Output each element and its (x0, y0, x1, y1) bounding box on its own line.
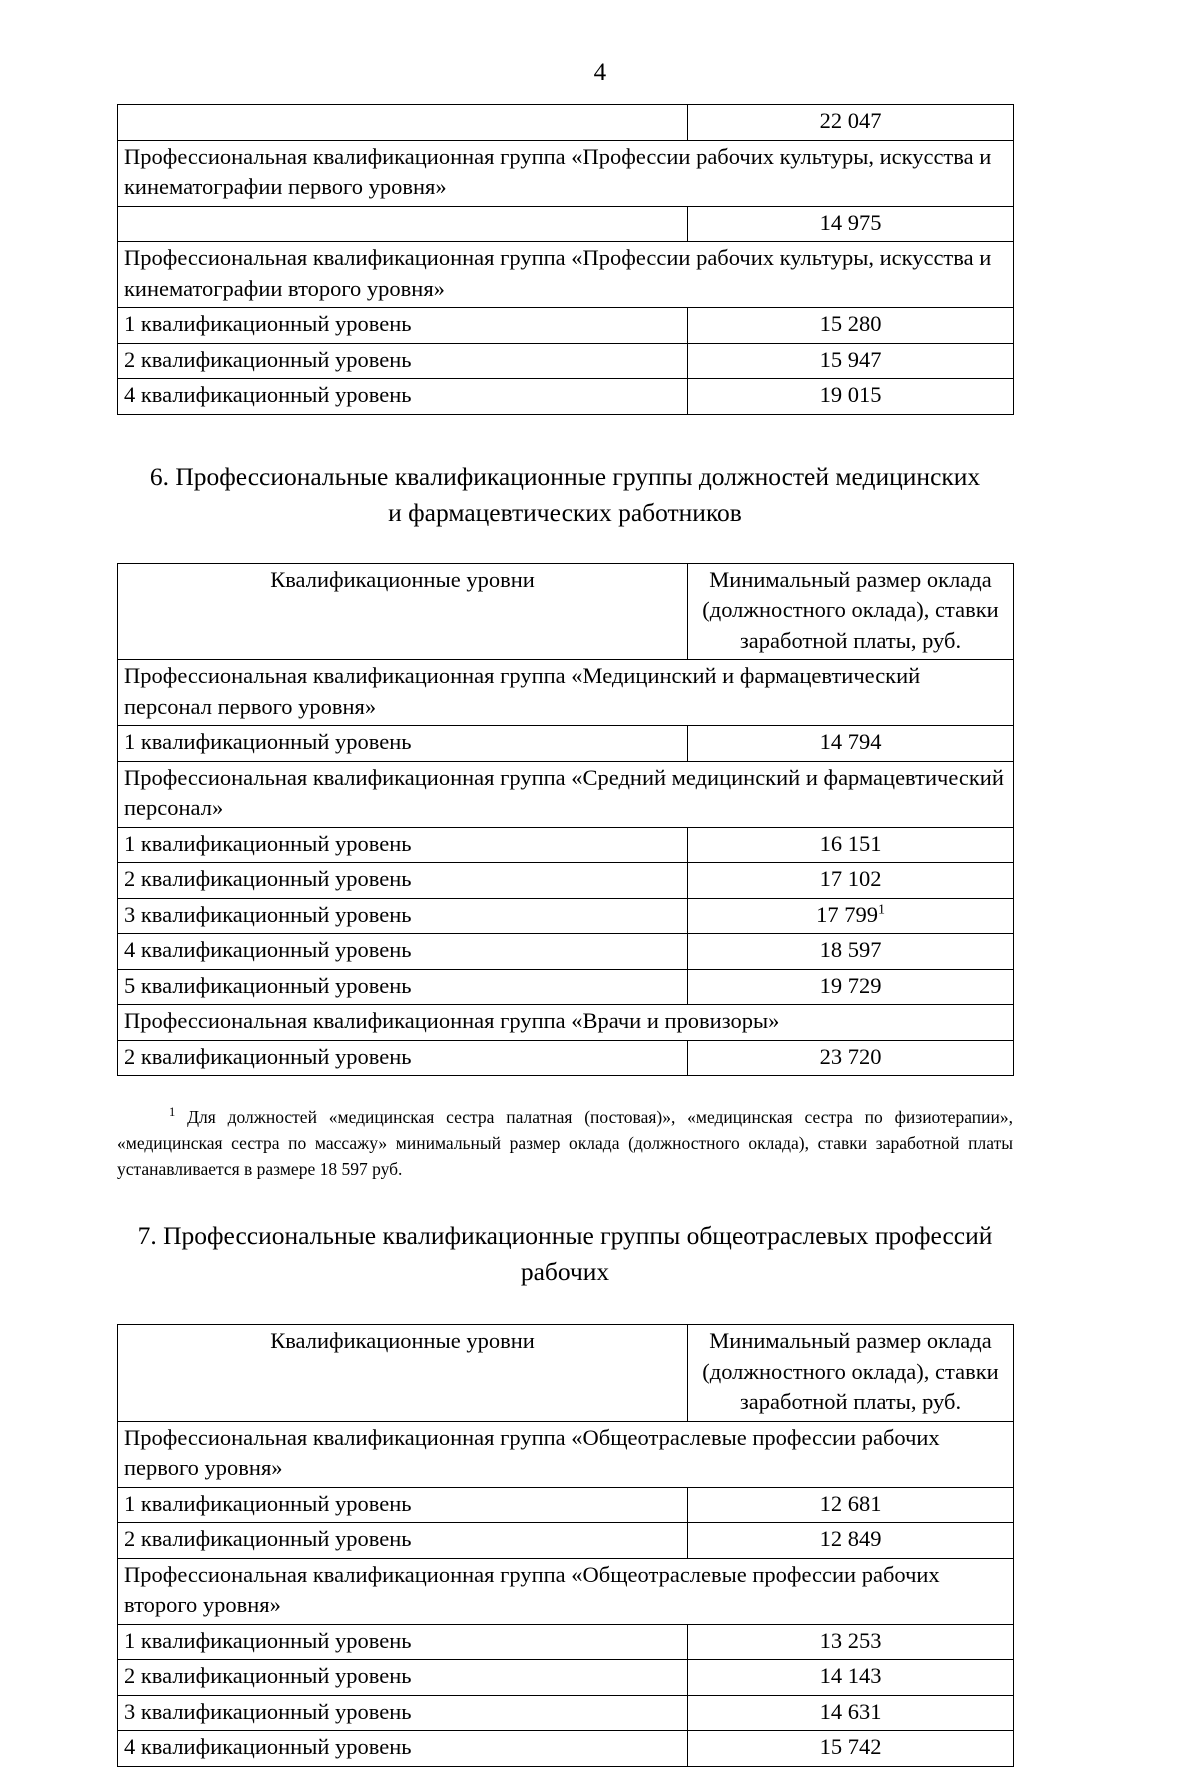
spacer (117, 415, 1013, 459)
section-6-heading-line-2: и фармацевтических работников (388, 497, 742, 527)
table-group-row (118, 761, 1014, 827)
table-header-row (118, 1325, 1014, 1422)
amount-value-with-footnote (688, 898, 1014, 934)
level-label: 5 квалификационный уровень (118, 969, 688, 1005)
table-row (118, 898, 1014, 934)
level-label: 1 квалификационный уровень (118, 827, 688, 863)
group-label: Профессиональная квалификационная группа «Общеотраслевые профессии рабочих первого уровня» (118, 1421, 1014, 1487)
table-group-row (118, 1005, 1014, 1041)
table-row (118, 1624, 1014, 1660)
column-header-levels: Квалификационные уровни (118, 563, 688, 660)
level-label: 2 квалификационный уровень (118, 863, 688, 899)
table-row (118, 934, 1014, 970)
level-label: 4 квалификационный уровень (118, 934, 688, 970)
level-label: 4 квалификационный уровень (118, 379, 688, 415)
table-group-row (118, 242, 1014, 308)
table-general-workers-body (118, 1325, 1014, 1767)
amount-value: 13 253 (688, 1624, 1014, 1660)
table-row (118, 726, 1014, 762)
column-header-levels: Квалификационные уровни (118, 1325, 688, 1422)
amount-value: 19 015 (688, 379, 1014, 415)
level-label: 3 квалификационный уровень (118, 898, 688, 934)
table-row (118, 969, 1014, 1005)
group-label: Профессиональная квалификационная группа «Общеотраслевые профессии рабочих второго уровня» (118, 1558, 1014, 1624)
amount-value: 22 047 (688, 105, 1014, 141)
amount-value: 17 102 (688, 863, 1014, 899)
table-medical-staff-body (118, 563, 1014, 1076)
amount-value: 16 151 (688, 827, 1014, 863)
column-header-amount (688, 563, 1014, 660)
footnote-text (117, 1104, 1013, 1182)
amount-value: 14 794 (688, 726, 1014, 762)
table-row (118, 863, 1014, 899)
footnote-marker: 1 (877, 902, 885, 917)
column-header-amount-line-2: (должностного оклада), ставки (702, 597, 999, 622)
level-label: 1 квалификационный уровень (118, 1487, 688, 1523)
section-7-heading-line-2: рабочих (520, 1257, 610, 1286)
section-7-heading (117, 1218, 1013, 1290)
table-row (118, 1040, 1014, 1076)
table-row (118, 343, 1014, 379)
column-header-amount-line-3: заработной платы, руб. (739, 1389, 962, 1414)
amount-value: 15 742 (688, 1731, 1014, 1767)
table-group-row (118, 1558, 1014, 1624)
footnote-body: Для должностей «медицинская сестра палатная (постовая)», «медицинская сестра по физиотерапии», «медицинская сестра по массажу» минимальный размер оклада (должностного оклада), ставки заработной платы устанавливается в размере 18 597 руб. (117, 1107, 1013, 1179)
table-continuation (117, 104, 1014, 415)
level-label: 2 квалификационный уровень (118, 1040, 688, 1076)
group-label: Профессиональная квалификационная группа «Медицинский и фармацевтический персонал первого уровня» (118, 660, 1014, 726)
amount-value: 17 799 (816, 901, 878, 927)
page-number: 4 (593, 59, 607, 86)
level-label: 1 квалификационный уровень (118, 308, 688, 344)
table-row (118, 1487, 1014, 1523)
group-label: Профессиональная квалификационная группа «Врачи и провизоры» (118, 1005, 1014, 1041)
column-header-amount-line-2: (должностного оклада), ставки (702, 1358, 999, 1384)
footnote-marker: 1 (169, 1105, 176, 1120)
amount-value: 14 631 (688, 1695, 1014, 1731)
amount-value: 15 947 (688, 343, 1014, 379)
table-group-row (118, 660, 1014, 726)
amount-value: 14 143 (688, 1660, 1014, 1696)
level-label (118, 206, 688, 242)
group-label: Профессиональная квалификационная группа «Профессии рабочих культуры, искусства и кинематографии второго уровня» (118, 242, 1014, 308)
group-label: Профессиональная квалификационная группа «Средний медицинский и фармацевтический персонал» (118, 761, 1014, 827)
amount-value: 12 849 (688, 1523, 1014, 1559)
amount-value: 14 975 (688, 206, 1014, 242)
level-label: 2 квалификационный уровень (118, 1523, 688, 1559)
level-label: 4 квалификационный уровень (118, 1731, 688, 1767)
table-general-workers (117, 1324, 1014, 1767)
table-row (118, 1523, 1014, 1559)
spacer (117, 531, 1013, 563)
column-header-amount-line-1: Минимальный размер оклада (709, 566, 992, 592)
level-label: 2 квалификационный уровень (118, 343, 688, 379)
amount-value: 15 280 (688, 308, 1014, 344)
table-group-row (118, 140, 1014, 206)
table-row (118, 1660, 1014, 1696)
spacer (117, 1182, 1013, 1218)
section-6-heading-line-1: 6. Профессиональные квалификационные группы должностей медицинских (149, 461, 981, 491)
table-row (118, 105, 1014, 141)
level-label (118, 105, 688, 141)
amount-value: 19 729 (688, 969, 1014, 1005)
column-header-amount (688, 1325, 1014, 1422)
table-row (118, 1731, 1014, 1767)
column-header-amount-line-1: Минимальный размер оклада (709, 1328, 992, 1353)
amount-value: 18 597 (688, 934, 1014, 970)
level-label: 3 квалификационный уровень (118, 1695, 688, 1731)
table-row (118, 308, 1014, 344)
page-content (117, 104, 1013, 1767)
table-continuation-body (118, 105, 1014, 415)
group-label: Профессиональная квалификационная группа «Профессии рабочих культуры, искусства и кинематографии первого уровня» (118, 140, 1014, 206)
section-7-heading-line-1: 7. Профессиональные квалификационные группы общеотраслевых профессий (137, 1221, 993, 1250)
section-6-heading (117, 459, 1013, 531)
table-row (118, 206, 1014, 242)
level-label: 1 квалификационный уровень (118, 726, 688, 762)
amount-value: 23 720 (688, 1040, 1014, 1076)
table-row (118, 827, 1014, 863)
spacer (117, 1076, 1013, 1104)
level-label: 1 квалификационный уровень (118, 1624, 688, 1660)
table-row (118, 1695, 1014, 1731)
table-group-row (118, 1421, 1014, 1487)
table-medical-staff (117, 563, 1014, 1077)
column-header-amount-line-3: заработной платы, руб. (739, 627, 962, 653)
level-label: 2 квалификационный уровень (118, 1660, 688, 1696)
spacer (117, 1290, 1013, 1324)
table-row (118, 379, 1014, 415)
amount-value: 12 681 (688, 1487, 1014, 1523)
table-header-row (118, 563, 1014, 660)
